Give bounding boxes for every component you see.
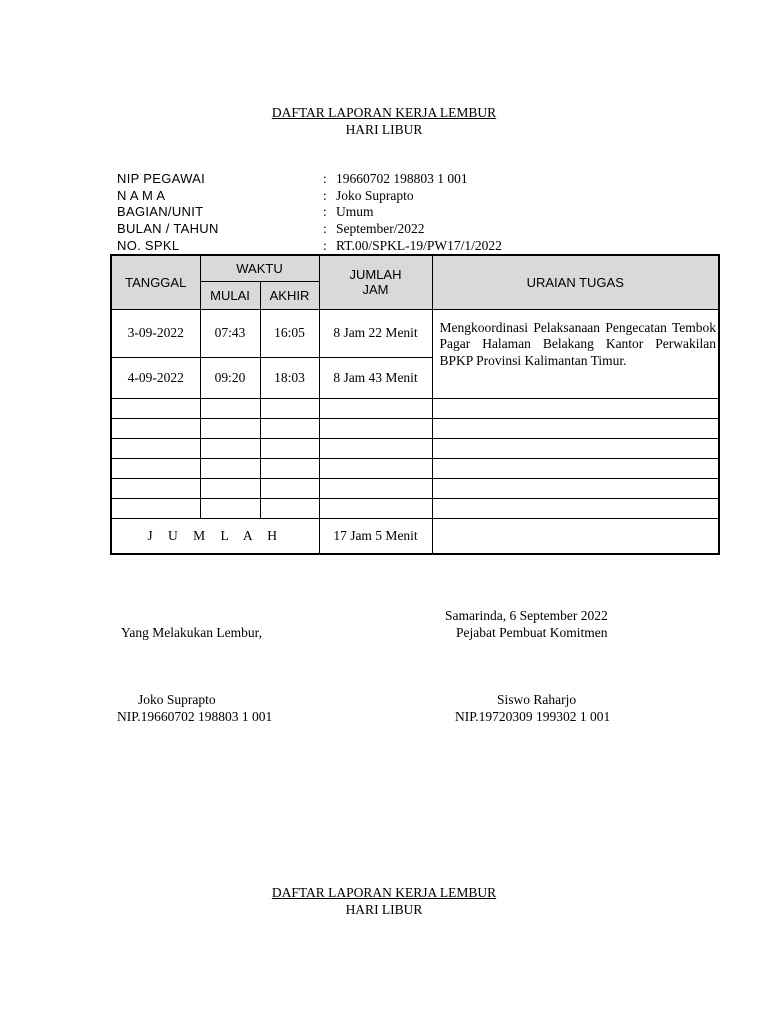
- left-signer-role: Yang Melakukan Lembur,: [121, 625, 262, 640]
- total-value: 17 Jam 5 Menit: [319, 518, 432, 554]
- header-akhir: AKHIR: [260, 281, 319, 309]
- empty-row: [111, 398, 719, 418]
- info-value: September/2022: [336, 221, 425, 237]
- right-signer-nip: NIP.19720309 199302 1 001: [455, 709, 611, 724]
- total-uraian-empty: [432, 518, 719, 554]
- cell-uraian-tugas: Mengkoordinasi Pelaksanaan Pengecatan Tembok Pagar Halaman Belakang Kantor Perwakilan BPKP Provinsi Kalimantan Timur.: [432, 309, 719, 398]
- info-value: Umum: [336, 204, 374, 220]
- header-waktu: WAKTU: [200, 255, 319, 281]
- info-colon: :: [323, 237, 327, 253]
- info-value: Joko Suprapto: [336, 187, 414, 203]
- cell-mulai: 09:20: [200, 357, 260, 398]
- cell-mulai: 07:43: [200, 309, 260, 357]
- info-colon: :: [323, 204, 327, 220]
- info-colon: :: [323, 187, 327, 203]
- title-line1: DAFTAR LAPORAN KERJA LEMBUR: [271, 105, 497, 120]
- info-label: BULAN / TAHUN: [117, 221, 219, 237]
- left-signer-name: Joko Suprapto: [138, 692, 216, 707]
- info-label: BAGIAN/UNIT: [117, 204, 204, 220]
- document-title-repeat: [0, 884, 768, 918]
- title-line1: DAFTAR LAPORAN KERJA LEMBUR: [271, 885, 497, 900]
- title-line2: HARI LIBUR: [345, 902, 423, 917]
- empty-row: [111, 498, 719, 518]
- document-title: [0, 104, 768, 138]
- title-line2: HARI LIBUR: [345, 122, 423, 137]
- empty-row: [111, 458, 719, 478]
- header-mulai: MULAI: [200, 281, 260, 309]
- header-tanggal: TANGGAL: [111, 255, 200, 309]
- info-label: N A M A: [117, 187, 166, 203]
- empty-row: [111, 418, 719, 438]
- total-label: [111, 518, 319, 554]
- cell-akhir: 18:03: [260, 357, 319, 398]
- right-signer-role: Pejabat Pembuat Komitmen: [456, 625, 608, 640]
- overtime-table: [110, 254, 720, 555]
- header-jumlah-jam: JUMLAH JAM: [319, 255, 432, 309]
- cell-jumlah: 8 Jam 43 Menit: [319, 357, 432, 398]
- right-signer-name: Siswo Raharjo: [497, 692, 577, 707]
- info-label: NO. SPKL: [117, 237, 180, 253]
- cell-jumlah: 8 Jam 22 Menit: [319, 309, 432, 357]
- info-value: 19660702 198803 1 001: [336, 171, 468, 186]
- info-colon: :: [323, 221, 327, 237]
- info-colon: :: [323, 171, 327, 186]
- empty-row: [111, 478, 719, 498]
- info-value: RT.00/SPKL-19/PW17/1/2022: [336, 237, 502, 253]
- cell-tanggal: 3-09-2022: [111, 309, 200, 357]
- cell-tanggal: 4-09-2022: [111, 357, 200, 398]
- empty-row: [111, 438, 719, 458]
- header-uraian: URAIAN TUGAS: [432, 255, 719, 309]
- place-date: Samarinda, 6 September 2022: [445, 608, 608, 623]
- info-label: NIP PEGAWAI: [117, 171, 206, 186]
- cell-akhir: 16:05: [260, 309, 319, 357]
- left-signer-nip: NIP.19660702 198803 1 001: [117, 709, 273, 724]
- total-label-text: J U M L A H: [147, 527, 284, 543]
